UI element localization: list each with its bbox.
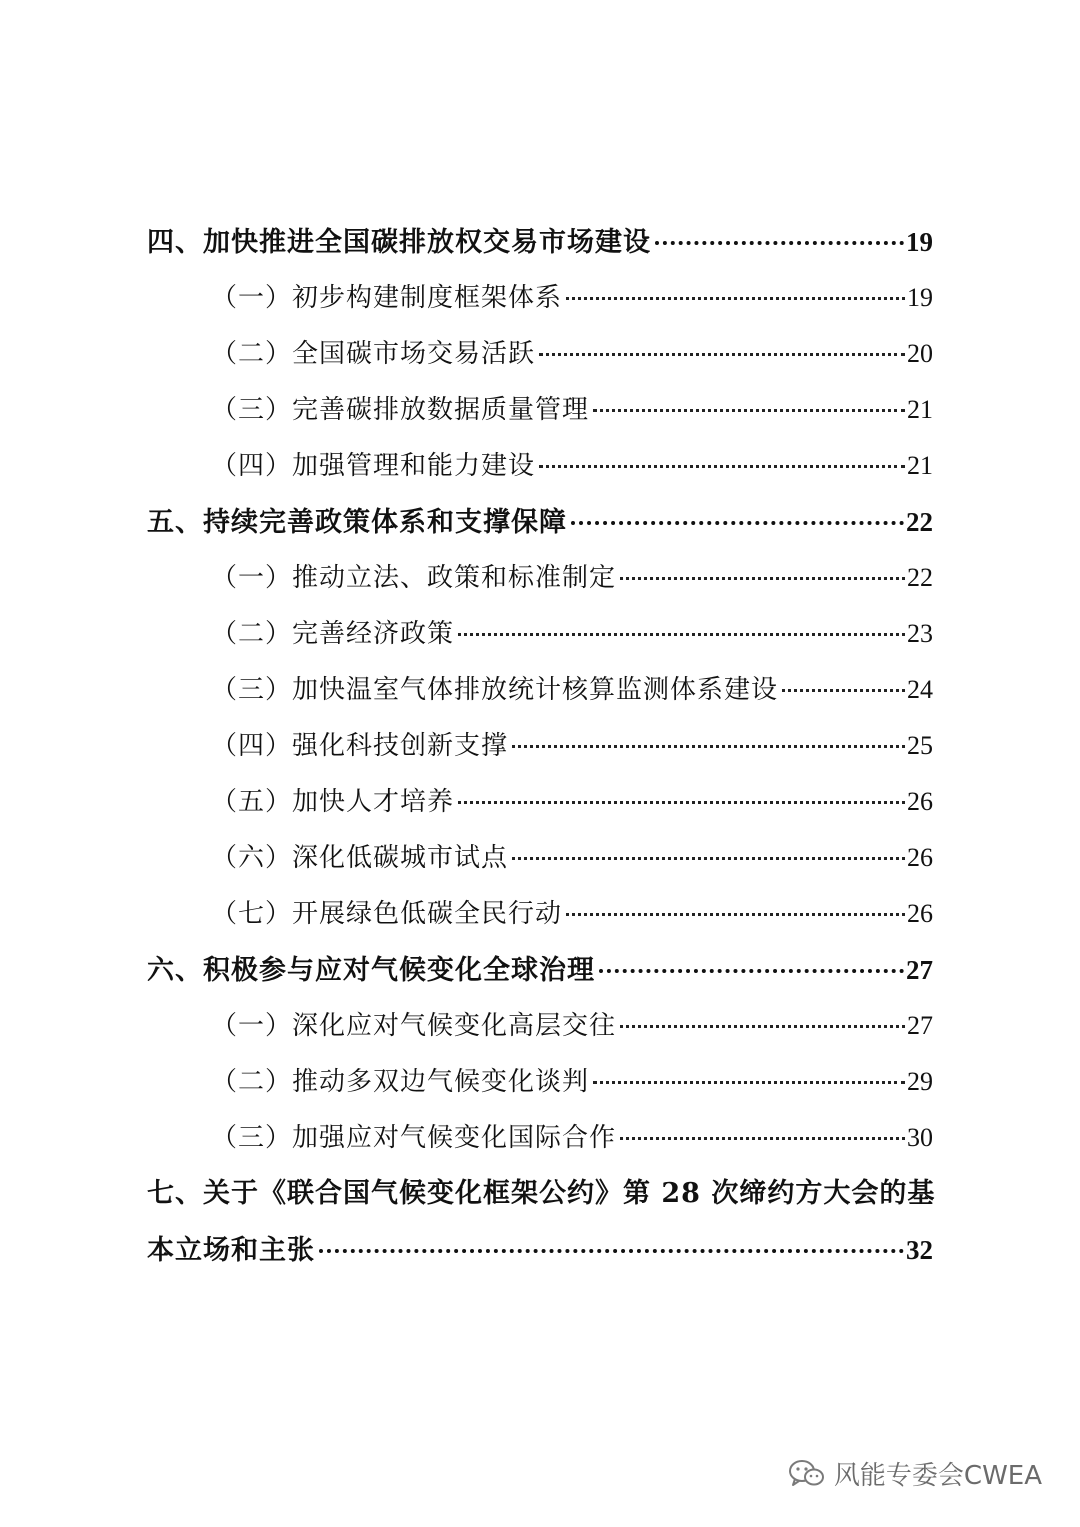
toc-entry-page: 26 [907,843,933,872]
toc-entry-title: 六、积极参与应对气候变化全球治理 [147,955,595,986]
toc-entry-page: 19 [906,227,933,257]
dot-leader [319,1249,904,1253]
toc-entry-section-4-1[interactable] [147,270,933,326]
toc-entry-page: 24 [907,675,933,704]
toc-entry-title-line2-row [147,1222,933,1278]
toc-entry-page: 27 [907,1011,933,1040]
toc-entry-section-4-3[interactable] [147,382,933,438]
toc-entry-section-5-3[interactable] [147,662,933,718]
toc-entry-title: （二）全国碳市场交易活跃 [211,339,536,369]
toc-entry-title: （三）加强应对气候变化国际合作 [211,1123,617,1153]
dot-leader [539,465,905,468]
toc-entry-page: 22 [906,507,933,537]
dot-leader [782,689,905,692]
toc-entry-title-line2: 本立场和主张 [147,1235,315,1266]
toc-entry-title: （一）深化应对气候变化高层交往 [211,1011,617,1041]
toc-entry-section-5-7[interactable] [147,886,933,942]
toc-entry-page: 25 [907,731,933,760]
dot-leader [620,1137,905,1140]
toc-entry-section-7[interactable] [147,1166,936,1278]
toc-entry-title: （一）推动立法、政策和标准制定 [211,563,617,593]
dot-leader [458,633,905,636]
dot-leader [593,409,905,412]
dot-leader [458,801,905,804]
dot-leader [512,745,905,748]
toc-entry-title: 四、加快推进全国碳排放权交易市场建设 [147,227,651,258]
toc-entry-section-5-1[interactable] [147,550,933,606]
dot-leader [655,241,904,245]
watermark [788,1455,1042,1492]
toc-entry-title: （三）加快温室气体排放统计核算监测体系建设 [211,675,779,705]
watermark-text: 风能专委会CWEA [833,1461,1042,1491]
toc-entry-section-4-2[interactable] [147,326,933,382]
dot-leader [539,353,905,356]
dot-leader [566,913,905,916]
toc-entry-title: （三）完善碳排放数据质量管理 [211,395,590,425]
toc-entry-title: （二）完善经济政策 [211,619,455,649]
toc-entry-section-6-2[interactable] [147,1054,933,1110]
wechat-icon [788,1458,826,1490]
toc-entry-page: 26 [907,899,933,928]
toc-entry-section-6[interactable] [147,942,933,998]
toc-entry-title: （五）加快人才培养 [211,787,455,817]
toc-entry-page: 26 [907,787,933,816]
dot-leader [599,969,904,973]
toc-entry-title: （四）强化科技创新支撑 [211,731,509,761]
toc-entry-page: 21 [907,395,933,424]
toc-entry-page: 20 [907,339,933,368]
toc-entry-page: 30 [907,1123,933,1152]
toc-entry-title: （六）深化低碳城市试点 [211,843,509,873]
toc-entry-title: 五、持续完善政策体系和支撑保障 [147,507,567,538]
toc-entry-page: 19 [907,283,933,312]
toc-entry-section-5[interactable] [147,494,933,550]
toc-entry-page: 32 [906,1235,933,1265]
dot-leader [512,857,905,860]
toc-entry-section-6-1[interactable] [147,998,933,1054]
toc-entry-page: 21 [907,451,933,480]
toc-entry-section-5-4[interactable] [147,718,933,774]
toc-entry-page: 23 [907,619,933,648]
dot-leader [571,521,904,525]
table-of-contents [147,214,936,1278]
dot-leader [620,577,905,580]
toc-entry-section-4-4[interactable] [147,438,933,494]
toc-entry-title-line1: 七、关于《联合国气候变化框架公约》第 28 次缔约方大会的基 [147,1178,936,1209]
dot-leader [566,297,905,300]
toc-entry-page: 29 [907,1067,933,1096]
toc-entry-title: （四）加强管理和能力建设 [211,451,536,481]
toc-entry-page: 27 [906,955,933,985]
toc-entry-section-6-3[interactable] [147,1110,933,1166]
toc-entry-section-4[interactable] [147,214,933,270]
toc-entry-section-5-2[interactable] [147,606,933,662]
dot-leader [593,1081,905,1084]
toc-entry-section-5-5[interactable] [147,774,933,830]
toc-entry-title: （一）初步构建制度框架体系 [211,283,563,313]
toc-entry-section-5-6[interactable] [147,830,933,886]
dot-leader [620,1025,905,1028]
toc-entry-page: 22 [907,563,933,592]
toc-entry-title: （七）开展绿色低碳全民行动 [211,899,563,929]
toc-entry-title: （二）推动多双边气候变化谈判 [211,1067,590,1097]
